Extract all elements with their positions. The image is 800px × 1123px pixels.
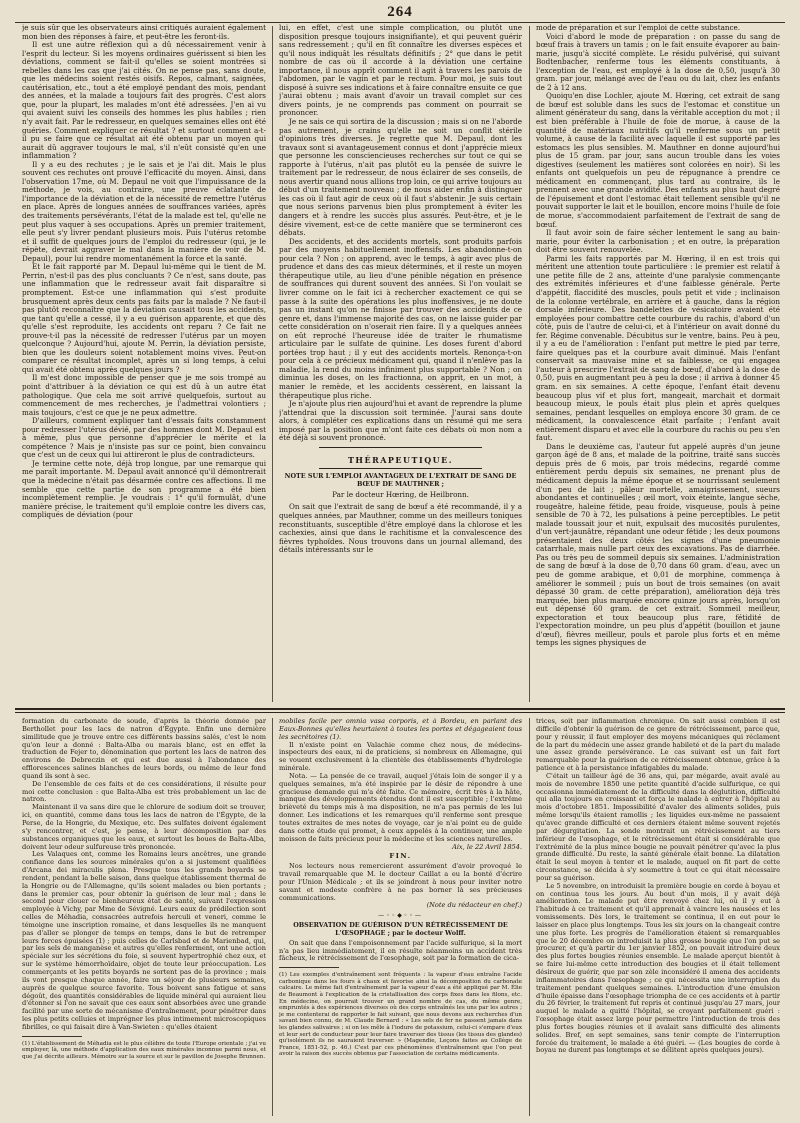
column-divider [272,718,273,1116]
paragraph: D'ailleurs, comment expliquer tant d'essais faits constamment pour redresser l'utérus dévié, par des hommes dont M. Depaul est à même, plus que personne d'apprécier le mérite et la compétence ? Mais je n'insiste pas sur ce point, bien convaincu que c'est un de ceux qui lui attireront le plus de contradicteurs. [22,416,266,460]
section-rule [319,468,482,469]
paragraph: Des accidents, et des accidents mortels, sont produits parfois par des moyens habituellement inoffensifs. Les abandonne-t-on pour cela ? Non ; on apprend, avec le temps, à agir avec plus de prudence et dans des cas mieux déterminés, et il reste un moyen thérapeutique utile, au lieu d'une pénible négation en présence de souffrances qui durent souvent des années. Si l'on voulait se livrer comme on le fait ici à rechercher exactement ce qui se passe à la suite des opérations les plus inoffensives, je ne doute pas un instant qu'on ne finisse par trouver des accidents de ce genre et, dans l'immense majorité des cas, on ne laisse guider par cette considération on n'oserait rien faire. Il y a quelques années on eût reproché l'heureuse idée de traiter le rhumatisme articulaire par le sulfate de quinine. Les doses furent d'abord portées trop haut ; il y eut des accidents mortels. Renonça-t-on pour cela à ce précieux médicament qui, quand il n'enlève pas la maladie, la rend du moins infiniment plus supportable ? Non ; on diminua les doses, on les fractionna, on apprit, en un mot, à manier le remède, et les accidents cessèrent, en laissant la thérapeutique plus riche. [279,236,522,400]
paragraph: Il est une autre réflexion qui a dû nécessairement venir à l'esprit du lecteur. Si les moyens ordinaires guérissent si bien les déviations, comment se fait-il qu'elles se soient montrées si rebelles dans les cas que j'ai cités. On ne pense pas, sans doute, que les médecins soient restés oisifs. Repos, calmant, saignées, cautérisation, etc., tout a été employé pendant des mois, pendant des années, et la malade a toujours fait des progrès. C'est alors que, pour la plupart, les malades m'ont été adressées. J'en ai vu qui avaient suivi les conseils des hommes les plus habiles ; rien n'y avait fait. Par le redresseur, en quelques semaines elles ont été guéries. Comment expliquer ce résultat ? et surtout comment a-t-il pu se faire que ce résultat ait été obtenu par un moyen qui aurait dû aggraver toujours le mal, s'il n'eût consisté qu'en une inflammation ? [22,40,266,161]
bottom-column-3 [536,718,780,1118]
article-byline: Par le docteur Hœring, de Heilbronn. [332,489,469,499]
editor-note-sign: (Note du rédacteur en chef.) [426,901,522,910]
section-heading-therapeutique: THÉRAPEUTIQUE. [347,454,454,465]
footnote: (1) L'établissement de Méhadia est le plus célèbre de toute l'Europe orientale ; j'ai vu employer, là, une méthode d'application des eaux minérales inconnue parmi nous, et que j'ai décrite ailleurs. Mémoire sur la source et sur le pavillon de Josephe Brunnen. [22,1040,266,1060]
column-1 [22,24,266,704]
paragraph: On sait que dans l'empoisonnement par l'acide sulfurique, si la mort n'a pas lieu immédiatement, il en résulte néanmoins un accident très fâcheux, le rétrécissement de l'œsophage, soit par la formation de cica- [279,938,522,963]
top-rule [15,22,785,23]
footnote-rule [22,1036,82,1037]
paragraph: Dans le deuxième cas, l'auteur fut appelé auprès d'un jeune garçon âgé de 8 ans, et malade de la poitrine, traité sans succès depuis près de 6 mois, par trois médecins, regardé comme entièrement perdu depuis six semaines, ne prenant plus de médicament depuis la même époque et se nourrissant seulement d'un peu de lait ; pâleur mortelle, amaigrissement, sueurs abondantes et continuelles ; œil mort, voix éteinte, langue sèche, rougeâtre, haleine fétide, peau froide, visqueuse, pouls à peine sensible de 70 à 72, les pulsations à peine perceptibles. Le petit malade toussait jour et nuit, expulsait des mucosités purulentes, d'un vert-jaunâtre, répandant une odeur fétide ; les deux poumons présentaient des deux côtés les signes d'une pneumonie catarrhale, mais nulle part ceux des excavations. Pas de diarrhée. Pas ou très peu de sommeil depuis six semaines. L'administration de sang de bœuf à la dose de 0,70 dans 60 gram. d'eau, avec un peu de gomme arabique, et 0,01 de morphine, commença à améliorer le sommeil ; puis un bout de trois semaines (on avait dépassé 30 gram. de cette préparation), amélioration déjà très marquée, bien plus marquée encore quinze jours après, lorsqu'on eut dépensé 60 gram. de cet extrait. Sommeil meilleur, expectoration et toux beaucoup plus rare, fétidité de l'expectoration moindre, un peu plus d'appétit (bouillon et jaune d'œuf), fièvres meilleur, pouls et parole plus forts et en même temps les signes physiques de [536,441,780,648]
article-title: NOTE SUR L'EMPLOI AVANTAGEUX DE L'EXTRAIT DE SANG DE BŒUF DE MAUTHNER ; [284,472,517,489]
paragraph: trices, soit par inflammation chronique. On sait aussi combien il est difficile d'obtenir la guérison de ce genre de rétrécissement, parce que, pour y réussir, il faut employer des moyens mécaniques qui réclament de la part du médecin une assez grande habileté et de la part du malade une assez grande persévérance. Le cas suivant est un fait fort remarquable pour la guérison de ce rétrécissement obtenue, grâce à la patience et à la persistance infatigables du malade. [536,718,780,773]
paragraph: Parmi les faits rapportés par M. Hœring, il en est trois qui méritent une attention toute particulière : le premier est relatif à une petite fille de 2 ans, atteinte d'une paralysie commençante des extrémités inférieures et d'une faiblesse générale. Perte d'appétit, flaccidité des muscles, pouls petit et vide ; inclinaison de la colonne vertébrale, en arrière et à gauche, dans la région dorsale inférieure. Des bandelettes de vésicatoire avaient été employées pour combattre cette courbure du rachis, d'abord d'un côté, puis de l'autre de celui-ci, et à l'intérieur on avait donné du fer. Régime convenable. Décubitus sur le ventre, bains. Peu à peu, il y a eu de l'amélioration : l'enfant put mettre le pied par terre, faire quelques pas et la courbure avait diminué. Mais l'enfant conservait sa mauvaise mine et sa faiblesse, ce qui engagea l'auteur à prescrire l'extrait de sang de bœuf, d'abord à la dose de 0,50, puis en augmentant peu à peu la dose ; il arriva à donner 45 gram. en six semaines. A cette époque, l'enfant était devenu beaucoup plus vif et plus fort, mangeait, marchait et dormait beaucoup mieux, le pouls était plus plein et après quelques semaines, pendant lesquelles on employa encore 30 gram. de ce médicament, la convalescence était parfaite ; l'enfant avait entièrement disparu et avec elle la courbure du rachis ou peu s'en faut. [536,253,780,443]
paragraph: Il n'existe point en Valachie comme chez nous, de médecins-inspecteurs des eaux, ni de praticiens, si nombreux en Allemagne, qui se vouent exclusivement à la clientèle des établissements d'hydrologie minérale. [279,740,522,773]
paragraph: Je termine cette note, déjà trop longue, par une remarque qui me paraît importante. M. Depaul avait annoncé qu'il démontrerait que la médecine n'était pas désarmée contre ces affections. Il me semble que cette partie de son programme a été bien incomplètement remplie. Je voudrais : 1° qu'il formulât, d'une manière précise, le traitement qu'il emploie contre les divers cas, compliqués de déviation (pour [22,458,266,520]
paragraph: Les Valaques ont, comme les Romains leurs ancêtres, une grande confiance dans les sources minérales qu'on a si justement qualifiées d'Arcana dei miraculis plena. Presque tous les grands boyards se rendent, pendant la belle saison, dans quelque établissement thermal de la Hongrie ou de l'Allemagne, qu'ils soient malades ou bien portants ; dans le premier cas, pour obtenir la guérison de leur mal ; dans le second pour clouer ce bienheureux état de santé, suivant l'expression employée à Vichy, par Mme de Sévigné. Leurs eaux de prédilection sont celles de Méhadia, consacrées autrefois herculi et veneri, comme le témoigne une inscription romaine, et dans lesquelles ils ne manquent pas d'aller se plonger de temps en temps, dans le but de retremper leurs forces épuisées (1) ; puis celles de Carlsbad et de Marienbad, qui, par les sels de manganèse et autres qu'elles renferment, ont une action spéciale sur les sécrétions du foie, si souvent hypertrophié chez eux, et sur le système hémorrhoïdaire, objet de toute leur préoccupation. Les commerçants et les petits boyards ne sortent pas de la province ; mais ils vont presque chaque année, faire un séjour de plusieurs semaines, auprès de quelque source favorite. Tous boivent sans fatigue et sans dégoût, des quantités considérables de liquide minéral qui auraient lieu d'étonner si l'on ne savait que ces eaux sont absorbées avec une grande facilité par une sorte de mécanisme d'entraînement, pour pénétrer dans les plus petits celluies et imprégner les plus intimement microscopiques fibrilles, ce qui faisait dire à Van-Swieten : qu'elles étaient [22,850,266,1031]
paragraph: Il faut avoir soin de faire sécher lentement le sang au bain-marie, pour éviter la carbonisation ; et en outre, la préparation doit être souvent renouvelée. [536,228,780,255]
column-divider [272,26,273,702]
paragraph: Nota. — La pensée de ce travail, auquel j'étais loin de songer il y a quelques semaines, m'a été inspirée par le désir de répondre à une gracieuse demande qui m'a été faite. Ce mémoire, écrit très à la hâte, manque des développements étendus dont il est susceptible ; l'extrême brièveté du temps mis à ma disposition, ne m'a pas permis de les lui donner. Les indications et les remarques qu'il renferme sont presque toutes extraites de mes notes de voyage, car je n'ai point eu de guide dans cette étude qui promet, à ceux appelés à la continuer, une ample moisson de faits précieux pour la médecine et les sciences naturelles. [279,771,522,843]
paragraph: je suis sûr que les observateurs ainsi critiqués auraient également mon bien des réponses à faire, et peut-être les feront-ils. [22,24,266,41]
section-rule [319,447,482,448]
paragraph: lui, en effet, c'est une simple complication, ou plutôt une disposition presque toujours insignifiante), et qui peuvent guérir sans redressement ; qu'il en fît connaître les diverses espèces et qu'il nous indiquât les résultats définitifs ; 2° que dans le petit nombre de cas où il accorde à la déviation une certaine importance, il nous apprît comment il agit à travers les parois de l'abdomen, par le vagin et par le rectum. Pour moi, je suis tout disposé à suivre ses indications et à faire connaître ensuite ce que j'aurai obtenu ; mais avant d'avoir un travail complet sur ces divers points, je ne comprends pas comment on pourrait se prononcer. [279,24,522,118]
bottom-column-2 [279,718,522,1118]
paragraph: mode de préparation et sur l'emploi de cette substance. [536,24,741,32]
ornament-separator: —◦◦◆◦◦— [378,912,423,920]
paragraph: On sait que l'extrait de sang de bœuf a été recommandé, il y a quelques années, par Mauthner, comme un des meilleurs toniques reconstituants, susceptible d'être employé dans la chlorose et les cachexies, ainsi que dans le rachitisme et la convalescence des fièvres typhoïdes. Nous trouvons dans un journal allemand, des détails intéressants sur le [279,502,522,555]
footnote: (1) Les exemples d'entraînement sont fréquents : la vapeur d'eau entraîne l'acide carbonique dans les fours à chaux et favorise ainsi la décomposition du carbonate calcaire. Le même fait d'entraînement par la vapeur d'eau a été appliqué par M. Élie de Beaumont à l'explication de la cristallisation des corps fixes dans les filons, etc. En médecine, on pourrait trouver un grand nombre de cas, du même genre, empruntés à des expériences diverses où des corps entraînés les uns par les autres ; je me contenterai de rapporter le fait suivant, que nous devons aux recherches d'un savant bien connu, de M. Claude Bernard : « Les sels de fer ne passent jamais dans les glandes salivaires ; si on les mêle à l'iodure de potassium, celui-ci s'empare d'eux et leur sert de conducteur pour leur faire traverser des tissus (les tissus des glandes) qu'isolément ils ne sauraient traverser. » (Magendie, Leçons faites au Collège de France, 1851-52, p. 46.) C'est par ces phénomènes d'entraînement que l'on peut avoir la raison des succès obtenus par l'association de certains médicaments. [279,972,522,1058]
paragraph: mobiles facile per omnia vasa corporis, et à Bordeu, en parlant des Eaux-Bonnes qu'elles heurtaient à toutes les portes et dégageaient tous les secrétoires (1). [279,718,522,741]
footnote-rule [279,967,339,968]
paragraph: formation du carbonate de soude, d'après la théorie donnée par Berthollet pour les lacs de natron d'Égypte. Enfin une dernière similitude que je trouve entre ces différents bassins salés, c'est le nom qu'on leur a donné : Balta-Alba ou marais blanc, est en effet la traduction de Fejer to, dénomination que portent les lacs de natron des environs de Debreczin et qui est due aussi à l'abondance des efflorescences salines blanches de leurs bords, ou même de leur fond quand ils sont à sec. [22,718,266,780]
paragraph: Quoiqu'en dise Lochler, ajoute M. Hœring, cet extrait de sang de bœuf est soluble dans les sucs de l'estomac et constitue un aliment générateur du sang, dans la véritable acception du mot ; il est bien préférable à l'huile de foie de morue, à cause de la quantité de matériaux nutritifs qu'il renferme sous un petit volume, à cause de la facilité avec laquelle il est supporté par les estomacs les plus sensibles. M. Mauthner en donne aujourd'hui plus de 15 gram. par jour, sans aucun trouble dans les voies digestives (seulement les matières sont colorées en noir). Si les enfants ont quelquefois un peu de répugnance à prendre ce médicament en commençant, plus tard au contraire, ils le prennent avec une grande avidité. Des enfants au plus haut degré de l'épuisement et dont l'estomac était tellement sensible qu'il ne pouvait supporter le lait et le bouillon, encore moins l'huile de foie de morue, s'accommodaient parfaitement de l'extrait de sang de bœuf. [536,91,780,229]
paragraph: Et le fait rapporté par M. Depaul lui-même qui le tient de M. Perrin, n'est-il pas des plus concluants ? Ce n'est, sans doute, pas une inflammation que le redresseur avait fait disparaître si promptement. Est-ce une inflammation qui s'est produite brusquement après deux cents pas faits par la malade ? Ne faut-il pas plutôt reconnaître que la déviation causait tous les accidents, que tant qu'elle a cessé, il y a eu guérison apparente, et que dès qu'elle s'est reproduite, les accidents ont reparu ? Ce fait ne prouve-t-il pas la nécessité de redresser l'utérus par un moyen quelconque ? Aujourd'hui, ajoute M. Perrin, la déviation persiste, bien que les douleurs soient notablement moins vives. Peut-on comparer ce résultat incomplet, après un si long temps, à celui qui avait été obtenu après quelques jours ? [22,262,266,374]
column-divider [529,718,530,1116]
paragraph: Je ne sais ce qui sortira de la discussion ; mais si on ne l'aborde pas autrement, je crains qu'elle ne soit un conflit stérile d'opinions très diverses. Je regrette que M. Depaul, dont les travaux sont si avantageusement connus et dont j'apprécie mieux que personne les consciencieuses recherches sur tout ce qui se rapporte à l'utérus, n'ait pas plutôt eu la pensée de suivre le traitement par le redresseur, de nous éclairer de ses conseils, de nous avertir quand nous allions trop loin, ce qui arrive toujours au début d'un traitement nouveau ; de nous aider enfin à distinguer les cas où il faut agir de ceux où il faut s'abstenir. Je suis certain que nous serions parvenus bien plus promptement à éviter les dangers et à rendre les succès plus assurés. Peut-être, et je le désire vivement, est-ce de cette manière que se termineront ces débats. [279,117,522,238]
paragraph: Voici d'abord le mode de préparation : on passe du sang de bœuf frais à travers un tamis ; on le fait ensuite évaporer au bain-marie, jusqu'à siccité complète. Le résidu pulvérisé, qui suivant Bodtenbacher, renferme tous les éléments constituants, à l'exception de l'eau, est employé à la dose de 0,50, jusqu'à 30 gram. par jour, mélangé avec de l'eau ou du lait, chez les enfants de 2 à 12 ans. [536,31,780,92]
paragraph: Maintenant il va sans dire que le chlorure de sodium doit se trouver, ici, en quantité, comme dans tous les lacs de natron de l'Égypte, de la Perse, de la Hongrie, du Mexique, etc. Des sulfates doivent également s'y rencontrer, et c'est, je pense, à leur décomposition par des substances organiques que les eaux, et surtout les boues de Balta-Alba, doivent leur odeur sulfureuse très prononcée. [22,803,266,851]
editor-note: Nos lecteurs nous remercieront assurément d'avoir provoqué le travail remarquable que M. le docteur Caillat a eu la bonté d'écrire pour l'Union Médicale ; et ils se joindront à nous pour inviter notre savant et modeste confrère à ne pas borner là ses précieuses communications. [279,862,522,902]
feuilleton-separator [15,708,785,710]
paragraph: Il m'est donc impossible de penser que je me sois trompé au point d'attribuer à la déviation ce qui est dû à un autre état pathologique. Que cela me soit arrivé quelquefois, surtout au commencement de mes recherches, je l'admettrai volontiers ; mais toujours, c'est ce que je ne peux admettre. [22,373,266,417]
paragraph: C'était un tailleur âgé de 36 ans, qui, par mégarde, avait avalé au mois de novembre 1850 une petite quantité d'acide sulfurique, ce qui occasionna immédiatement de la difficulté dans la déglutition, difficulté qui alla toujours en croissant et força le malade à entrer à l'hôpital au mois d'octobre 1851. Impossibilité d'avaler des aliments solides, puis même lorsqu'ils étaient ramollis ; les liquides eux-même ne passaient qu'avec grande difficulté et ces derniers étaient même souvent rejetés par dégurgitation. La sonde montrait un rétrécissement au tiers inférieur de l'œsophage, et le rétrécissement était si considérable que l'extrémité de la plus mince bougie ne pouvait pénétrer qu'avec la plus grande difficulté. Du reste, la santé générale était bonne. La dilatation était le seul moyen à tenter et le malade, auquel on fit part de cette circonstance, se décida à s'y soumettre à tout ce qui était nécessaire pour sa guérison. [536,771,780,882]
page-number: 264 [387,4,413,20]
paragraph: De l'ensemble de ces faits et de ces considérations, il résulte pour moi cette conclusion : que Balta-Alba est très probablement un lac de natron. [22,779,266,804]
feuilleton-separator-thin [15,712,785,713]
paragraph: Le 5 novembre, on introduisit la première bougie en corde à boyau et on continua tous les jours. Au bout d'un mois, il y avait déjà amélioration. Le malade put être renvoyé chez lui, où il y eut à l'habitude à ce traitement et qu'il apprenait à vaincre les nausées et les vomissements. Dès lors, le traitement se continua, il en eut pour le laisser en place plus longtemps. Tous les six jours on la changeait contre une plus forte. Les progrès de l'amélioration étaient si remarquables que le 20 décembre on introduisit la plus grosse bougie que l'on put se procurer, et qu'à partir du 1er janvier 1852, on pouvait introduire deux des plus fortes bougies réunies ensemble. Le malade aperçut bientôt à se faire lui-même cette introduction des bougies et il était tellement désireux de guérir, que par son zèle inconsidéré il amena des accidents inflammatoires dans l'œsophage ; ce qui nécessita une interruption du traitement pendant quelques semaines. L'introduction d'une émulsion d'huile épaisse dans l'œsophage triompha de ce ces accidents et à partir du 26 février, le traitement fut repris et continué jusqu'au 27 mars, jour auquel le malade a quitté l'hôpital, se croyant parfaitement guéri : l'œsophage était assez large pour permettre l'introduction de trois des plus fortes bougies réunies et il avalait sans difficulté des aliments solides. Bref, en sept semaines, sans tenir compte de l'interruption forcée du traitement, le malade a été guéri. — (Les bougies de corde à boyau ne durent pas longtemps et se délitent après quelques jours). [536,881,780,1055]
fin-marker: FIN. [389,852,412,861]
column-divider [529,26,530,702]
column-3 [536,24,780,704]
observation-title: OBSERVATION DE GUÉRISON D'UN RÉTRÉCISSEMENT DE L'ŒSOPHAGE ; par le docteur Wolff. [293,921,508,937]
paragraph: Je n'ajoute plus rien aujourd'hui et avant de reprendre la plume j'attendrai que la discussion soit terminée. J'aurai sans doute alors, à compléter ces explications dans un résumé qui me sera imposé par la position que m'ont faite ces débats où mon nom a été déjà si souvent prononcé. [279,399,522,443]
dateline: Aix, le 22 Avril 1854. [452,842,522,851]
paragraph: Il y a eu des rechutes ; je le sais et je l'ai dit. Mais le plus souvent ces rechutes ont prouvé l'efficacité du moyen. Ainsi, dans l'observation 17me, où M. Depaul ne voit que l'impuissance de la méthode, je vois, au contraire, une preuve éclatante de l'importance de la déviation et de la nécessité de remettre l'utérus en place. Après de longues années de souffrances variées, après des traitements persévérants, l'état de la malade est tel, qu'elle ne peut plus vaquer à ses occupations. Après un premier traitement, elle peut s'y livrer pendant plusieurs mois. Puis l'utérus retombe et il suffit de quelques jours de l'emploi du redresseur (qui, je le répète, devrait aggraver le mal dans la manière de voir de M. Depaul), pour lui rendre momentanément la force et la santé. [22,159,266,263]
bottom-column-1 [22,718,266,1118]
column-2 [279,24,522,704]
